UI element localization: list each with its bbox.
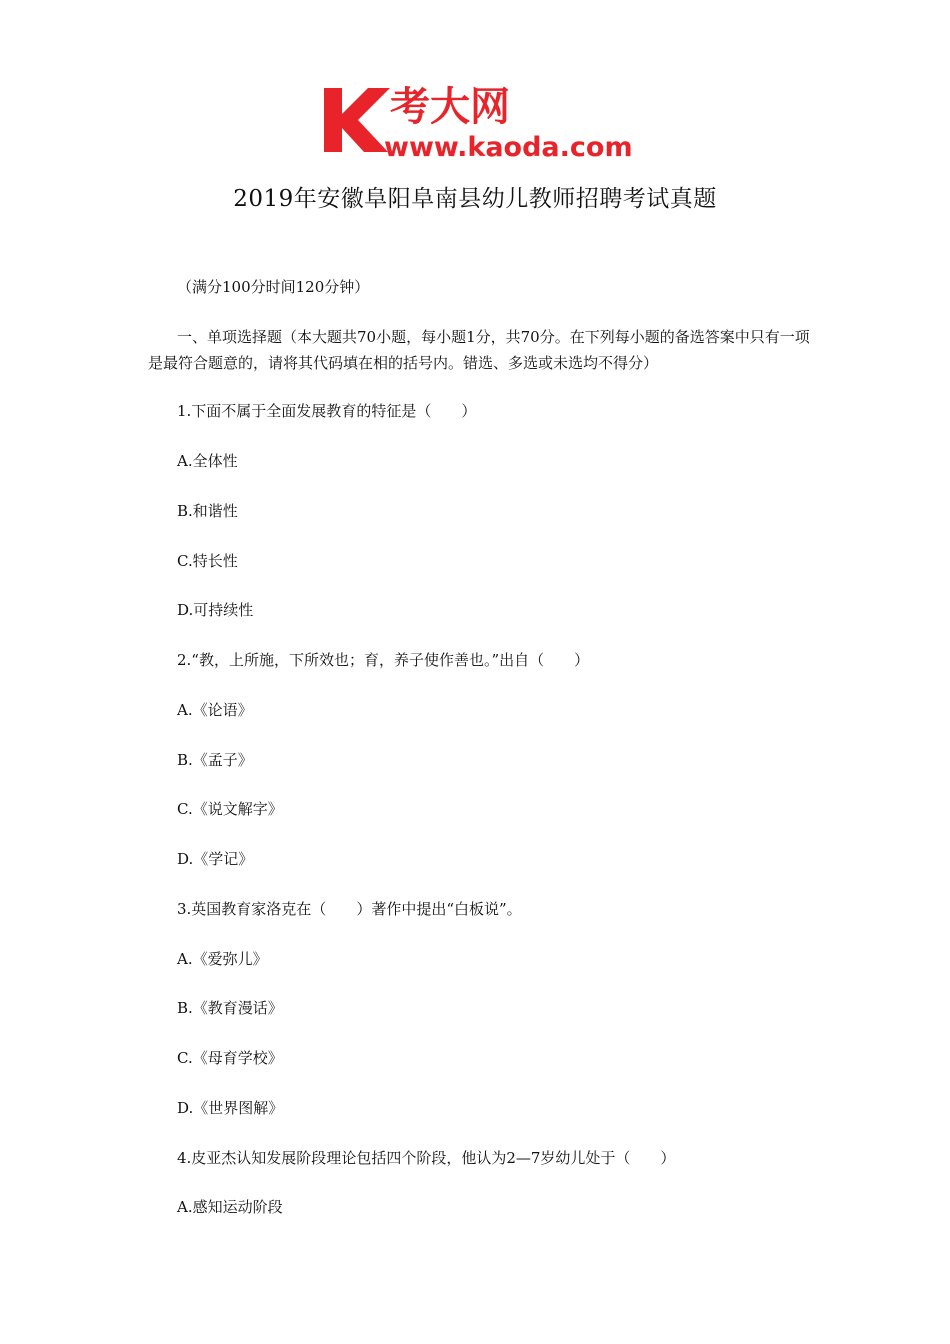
question-2-option-b: B.《孟子》 (177, 751, 253, 769)
exam-meta: （满分100分时间120分钟） (177, 278, 370, 296)
question-1-option-b: B.和谐性 (177, 502, 238, 520)
logo-k-mark (324, 88, 390, 152)
logo-url-text: www.kaoda.com (384, 132, 633, 160)
section-intro: 一、单项选择题（本大题共70小题，每小题1分，共70分。在下列每小题的备选答案中只有一项是最符合题意的，请将其代码填在相的括号内。错选、多选或未选均不得分） (148, 328, 810, 372)
question-2-option-c: C.《说文解字》 (177, 800, 283, 818)
question-4-stem: 4.皮亚杰认知发展阶段理论包括四个阶段，他认为2—7岁幼儿处于（ ） (177, 1149, 676, 1167)
question-3-option-a: A.《爱弥儿》 (177, 950, 268, 968)
question-3-stem: 3.英国教育家洛克在（ ）著作中提出“白板说”。 (177, 900, 522, 918)
question-1-stem: 1.下面不属于全面发展教育的特征是（ ） (177, 402, 477, 420)
question-3-option-c: C.《母育学校》 (177, 1049, 283, 1067)
question-1-option-a: A.全体性 (177, 452, 238, 470)
kaoda-logo (318, 80, 648, 160)
question-2-stem: 2.“教，上所施，下所效也；育，养子使作善也。”出自（ ） (177, 651, 590, 669)
logo-cn-text: 考大网 (390, 84, 510, 130)
question-3-option-b: B.《教育漫话》 (177, 999, 283, 1017)
question-1-option-d: D.可持续性 (177, 601, 254, 619)
question-3-option-d: D.《世界图解》 (177, 1099, 284, 1117)
kaoda-logo-graphic (318, 80, 648, 160)
question-4-option-a: A.感知运动阶段 (177, 1198, 283, 1216)
question-2-option-a: A.《论语》 (177, 701, 253, 719)
question-1-option-c: C.特长性 (177, 552, 238, 570)
question-2-option-d: D.《学记》 (177, 850, 254, 868)
document-title: 2019年安徽阜阳阜南县幼儿教师招聘考试真题 (233, 186, 717, 212)
